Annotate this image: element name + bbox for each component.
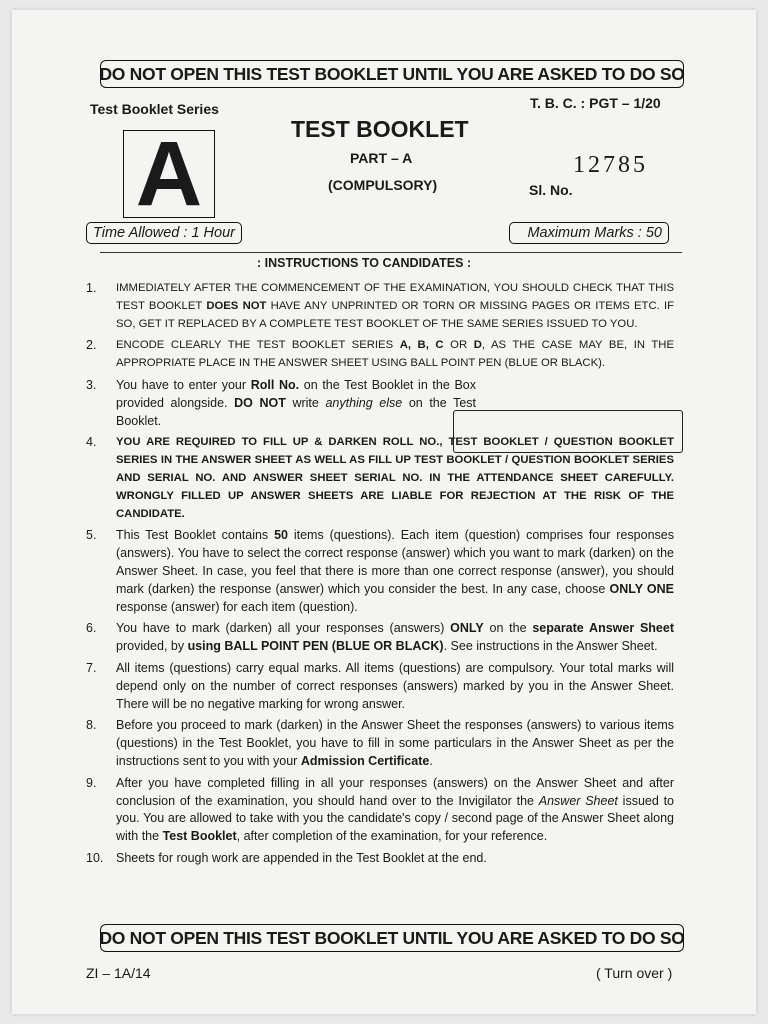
instruction-segment: separate Answer Sheet — [532, 621, 675, 636]
time-allowed-box: Time Allowed : 1 Hour — [86, 222, 242, 244]
instruction-text — [116, 434, 674, 523]
instruction-segment: IMMEDIATELY AFTER THE COMMENCEMENT OF THE EXAMINATION, YOU SHOULD CHECK THAT THIS TEST BOOKLET — [116, 282, 674, 312]
compulsory-label: (COMPULSORY) — [328, 177, 438, 193]
instruction-segment: provided, by — [116, 639, 188, 654]
instruction-segment: You have to enter your — [116, 377, 251, 392]
instruction-number: 9. — [86, 775, 97, 790]
instruction-segment: D — [473, 339, 482, 352]
instruction-segment: YOU ARE REQUIRED TO FILL UP & DARKEN ROLL NO., TEST BOOKLET / QUESTION BOOKLET SERIES IN THE ANSWER SHEET AS WELL AS FILL UP TEST BOOKLET / QUESTION BOOKLET SERIES AND SERIAL NO. AND ANSWER SHEET SERIAL NO. IN THE ATTENDANCE SHEET CAREFULLY. WRONGLY FILLED UP ANSWER SHEETS ARE LIABLE FOR REJECTION AT THE RISK OF THE CANDIDATE. — [116, 436, 674, 520]
instruction-segment: , AS THE CASE MAY BE, IN THE APPROPRIATE PLACE IN THE ANSWER SHEET USING BALL POINT PEN (BLUE OR BLACK). — [116, 339, 674, 370]
instruction-text — [116, 717, 674, 770]
divider — [100, 252, 682, 253]
test-booklet-page — [12, 10, 756, 1014]
instruction-segment: You have to mark (darken) all your responses (answers) — [116, 621, 451, 636]
instruction-segment: ENCODE CLEARLY THE TEST BOOKLET SERIES — [116, 339, 400, 352]
instruction-number: 7. — [86, 660, 97, 675]
instruction-segment: All items (questions) carry equal marks. All items (questions) are compulsory. Your total marks will depend only on the number of correct responses (answers) marked by you in the Answer Sheet. There will be no negative marking for wrong answer. — [116, 660, 674, 711]
tbc-code: T. B. C. : PGT – 1/20 — [530, 95, 661, 111]
instruction-item — [86, 775, 674, 846]
instruction-segment: Sheets for rough work are appended in the Test Booklet at the end. — [116, 850, 487, 865]
page-title: TEST BOOKLET — [291, 116, 469, 142]
instruction-item — [86, 337, 674, 373]
instruction-text — [116, 527, 674, 616]
instruction-segment: using BALL POINT PEN (BLUE OR BLACK) — [187, 639, 444, 654]
footer-code: ZI – 1A/14 — [86, 965, 151, 981]
instruction-text — [116, 337, 674, 373]
instruction-item — [86, 717, 674, 770]
instruction-segment: Test Booklet — [162, 829, 237, 844]
instruction-segment: on the Test Booklet. — [116, 395, 476, 428]
instruction-segment: ONLY ONE — [609, 581, 674, 596]
instruction-number: 4. — [86, 435, 97, 450]
instruction-segment: anything else — [325, 395, 403, 410]
instruction-segment: Before you proceed to mark (darken) in the Answer Sheet the responses (answers) to various items (questions) in the Test Booklet, you have to fill in some particulars in the Answer Sheet as per the instructions sent to you with your — [116, 718, 674, 768]
instruction-segment: response (answer) for each item (question). — [116, 599, 358, 614]
max-marks-box: Maximum Marks : 50 — [509, 222, 669, 244]
top-warning-banner: DO NOT OPEN THIS TEST BOOKLET UNTIL YOU ARE ASKED TO DO SO — [100, 60, 684, 88]
part-label: PART – A — [350, 150, 413, 166]
serial-label: Sl. No. — [529, 182, 573, 198]
instruction-segment: OR — [443, 339, 474, 352]
instruction-number: 8. — [86, 718, 97, 733]
instruction-text — [116, 620, 674, 656]
series-label: Test Booklet Series — [90, 101, 219, 117]
instruction-text — [116, 377, 476, 430]
instruction-segment: Roll No. — [250, 377, 300, 392]
instruction-item — [86, 434, 674, 523]
instruction-number: 2. — [86, 338, 97, 353]
series-box — [123, 123, 215, 225]
instruction-segment: on the Test Booklet in the Box provided alongside. — [116, 377, 476, 410]
instruction-segment: After you have completed filling in all your responses (answers) on the Answer Sheet and after conclusion of the examination, you should hand over to the Invigilator the — [116, 775, 674, 808]
bottom-warning-banner: DO NOT OPEN THIS TEST BOOKLET UNTIL YOU ARE ASKED TO DO SO — [100, 924, 684, 952]
instruction-segment: HAVE ANY UNPRINTED OR TORN OR MISSING PAGES OR ITEMS ETC. IF SO, GET IT REPLACED BY A COMPLETE TEST BOOKLET OF THE SAME SERIES ISSUED TO YOU. — [116, 299, 675, 330]
instructions-list — [86, 280, 674, 872]
instruction-item — [86, 850, 674, 868]
instruction-segment: 50 — [274, 528, 288, 543]
turn-over-label: ( Turn over ) — [596, 965, 673, 981]
instruction-number: 1. — [86, 281, 97, 295]
instruction-number: 6. — [86, 621, 97, 636]
instruction-item — [86, 660, 674, 713]
instruction-segment: DO NOT — [234, 395, 286, 410]
instruction-segment: write — [285, 395, 326, 410]
instruction-item — [86, 620, 674, 656]
instruction-text — [116, 280, 674, 333]
instruction-number: 10. — [86, 850, 104, 865]
instruction-segment: issued to you. You are allowed to take with you the candidate's copy / second page of the Answer Sheet along with the — [116, 793, 674, 844]
instruction-segment: DOES NOT — [206, 299, 267, 312]
instruction-number: 5. — [86, 528, 97, 543]
series-letter: A — [135, 123, 203, 225]
instruction-segment: Answer Sheet — [538, 793, 618, 808]
instruction-segment: ONLY — [450, 621, 484, 636]
serial-number: 12785 — [573, 152, 648, 178]
instruction-segment: on the — [483, 621, 533, 636]
instruction-item — [86, 377, 674, 430]
instruction-text — [116, 850, 674, 868]
instruction-item — [86, 280, 674, 333]
instruction-item — [86, 527, 674, 616]
instruction-segment: This Test Booklet contains — [116, 528, 275, 543]
instruction-segment: items (questions). Each item (question) comprises four responses (answers). You have to select the correct response (answer) which you want to mark (darken) on the Answer Sheet. In case, you feel that there is more than one correct response (answer), you should mark (darken) the response (answer) which you consider the best. In any case, choose — [116, 528, 674, 596]
instruction-segment: A, B, C — [399, 339, 444, 352]
instruction-segment: . — [429, 753, 433, 768]
instruction-number: 3. — [86, 377, 97, 392]
instruction-segment: Admission Certificate — [300, 753, 430, 768]
instruction-text — [116, 775, 674, 846]
instruction-text — [116, 660, 674, 713]
instruction-segment: , after completion of the examination, for your reference. — [236, 829, 548, 844]
instruction-segment: . See instructions in the Answer Sheet. — [443, 639, 658, 654]
instructions-heading: : INSTRUCTIONS TO CANDIDATES : — [257, 256, 472, 270]
